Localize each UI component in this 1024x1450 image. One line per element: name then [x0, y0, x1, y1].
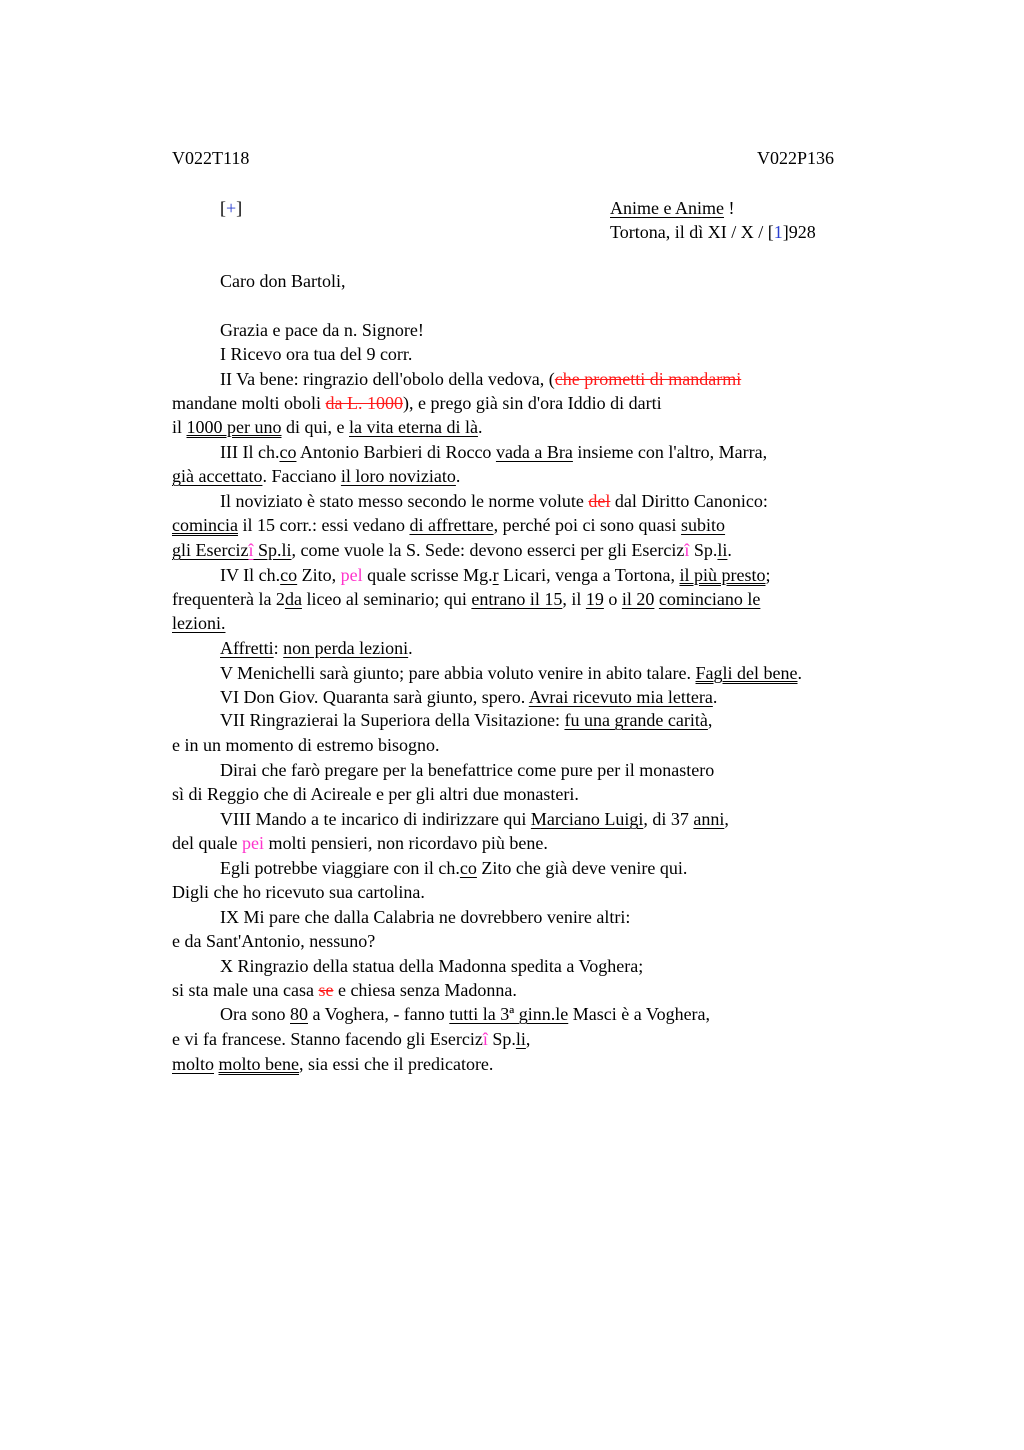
text-line: del quale pei molti pensieri, non ricordavo più bene.	[172, 833, 548, 853]
text-line: mandane molti oboli da L. 1000), e prego già sin d'ora Iddio di darti	[172, 393, 662, 413]
text-line: il 1000 per uno di qui, e la vita eterna di là.	[172, 417, 483, 437]
doc-code-right: V022P136	[757, 148, 835, 168]
text-line: V Menichelli sarà giunto; pare abbia voluto venire in abito talare. Fagli del bene.	[220, 663, 802, 683]
text-line: IV Il ch.co Zito, pel quale scrisse Mg.r Licari, venga a Tortona, il più presto;	[220, 565, 771, 585]
salutation: Caro don Bartoli,	[220, 271, 346, 291]
text-line: Egli potrebbe viaggiare con il ch.co Zito che già deve venire qui.	[220, 858, 688, 878]
deleted-text: se	[318, 980, 334, 1000]
text-line: I Ricevo ora tua del 9 corr.	[220, 344, 413, 364]
text-line: e in un momento di estremo bisogno.	[172, 735, 440, 755]
text-line: si sta male una casa se e chiesa senza Madonna.	[172, 980, 517, 1000]
text-line: molto molto bene, sia essi che il predicatore.	[172, 1054, 494, 1074]
text-line: VII Ringrazierai la Superiora della Visitazione: fu una grande carità,	[220, 710, 713, 730]
text-line: gli Esercizî Sp.li, come vuole la S. Sede: devono esserci per gli Esercizî Sp.li.	[172, 540, 732, 560]
text-line: X Ringrazio della statua della Madonna spedita a Voghera;	[220, 956, 644, 976]
text-line: già accettato. Facciano il loro noviziato.	[172, 466, 461, 486]
text-line: II Va bene: ringrazio dell'obolo della vedova, (che prometti di mandarmi	[220, 369, 742, 389]
text-line: Ora sono 80 a Voghera, - fanno tutti la 3ª ginn.le Masci è a Voghera,	[220, 1004, 711, 1024]
deleted-text: che prometti di mandarmi	[554, 369, 742, 389]
date-line: Tortona, il dì XI / X / [1]928	[610, 222, 816, 242]
text-line: VI Don Giov. Quaranta sarà giunto, spero. Avrai ricevuto mia lettera.	[220, 687, 718, 707]
text-line: Dirai che farò pregare per la benefattrice come pure per il monastero	[220, 760, 715, 780]
text-line: VIII Mando a te incarico di indirizzare qui Marciano Luigi, di 37 anni,	[220, 809, 729, 829]
text-line: Digli che ho ricevuto sua cartolina.	[172, 882, 425, 902]
text-line: IX Mi pare che dalla Calabria ne dovrebbero venire altri:	[220, 907, 631, 927]
text-line: lezioni.	[172, 613, 226, 633]
greeting: Grazia e pace da n. Signore!	[220, 320, 424, 340]
text-line: sì di Reggio che di Acireale e per gli altri due monasteri.	[172, 784, 579, 804]
doc-code-left: V022T118	[172, 148, 250, 168]
text-line: frequenterà la 2da liceo al seminario; qui entrano il 15, il 19 o il 20 cominciano le	[172, 589, 761, 609]
text-line: e vi fa francese. Stanno facendo gli Esercizî Sp.li,	[172, 1029, 531, 1049]
motto: Anime e Anime !	[610, 198, 735, 218]
cross-icon: +	[226, 198, 237, 218]
text-line: III Il ch.co Antonio Barbieri di Rocco vada a Bra insieme con l'altro, Marra,	[220, 442, 768, 462]
text-line: Affretti: non perda lezioni.	[220, 638, 413, 658]
text-line: comincia il 15 corr.: essi vedano di affrettare, perché poi ci sono quasi subito	[172, 515, 726, 535]
deleted-text: del	[588, 491, 611, 511]
deleted-text: da L. 1000	[325, 393, 403, 413]
cross-mark: [+]	[220, 198, 243, 218]
text-line: Il noviziato è stato messo secondo le norme volute del dal Diritto Canonico:	[220, 491, 768, 511]
text-line: e da Sant'Antonio, nessuno?	[172, 931, 376, 951]
